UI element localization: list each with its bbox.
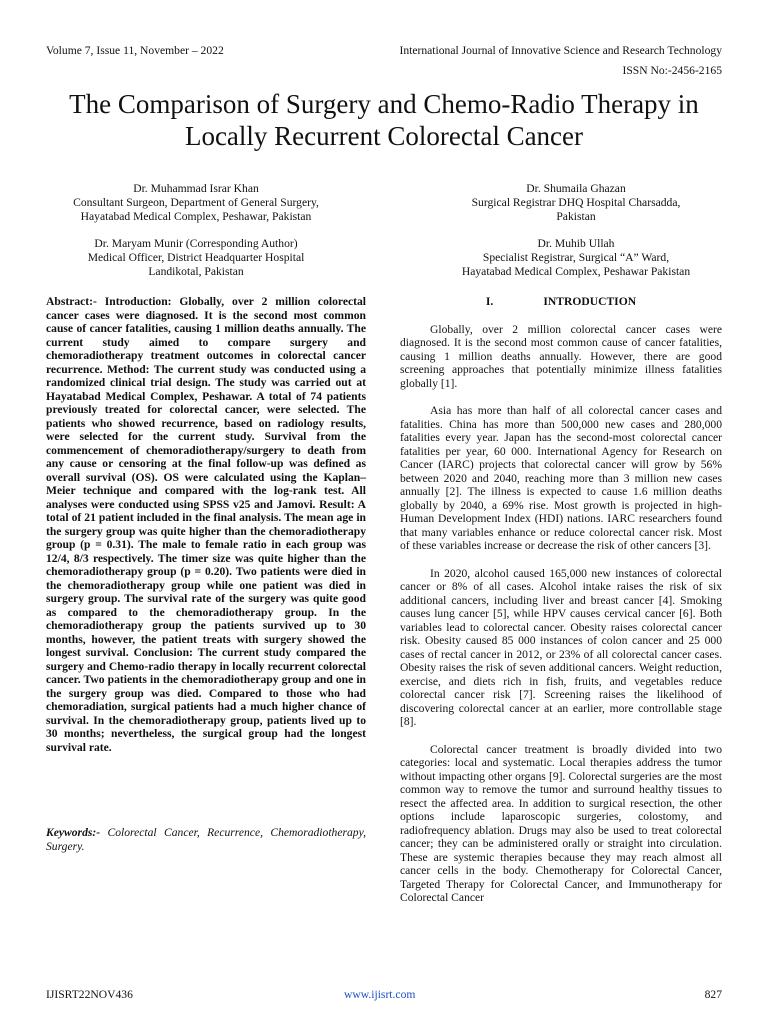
section-title: INTRODUCTION xyxy=(543,295,637,308)
author-affiliation: Surgical Registrar DHQ Hospital Charsadda, xyxy=(471,196,681,209)
author-3 xyxy=(46,237,346,279)
paper-title: The Comparison of Surgery and Chemo-Radio Therapy in Locally Recurrent Colorectal Cancer xyxy=(69,89,699,151)
author-name: Dr. Shumaila Ghazan xyxy=(526,182,626,195)
author-name: Dr. Muhib Ullah xyxy=(537,237,615,250)
keywords xyxy=(46,826,366,853)
abstract-text: Abstract:- Introduction: Globally, over 2 million colorectal cancer cases were diagnosed. It is the second most common cause of cancer fatalities, causing 1 million deaths annually. The current study aimed to compare surgery and chemoradiotherapy treatment outcomes in colorectal cancer recurrence. Method: The current study was conducted using a randomized clinical trial design. The study was carried out at Hayatabad Medical Complex, Peshawar. A total of 74 patients previously treated for colorectal cancer, were selected. The patients who showed recurrence, based on radiology results, were selected for the current study. Survival from the commencement of chemoradiotherapy/surgery to death from any cause or censoring at the final follow-up was defined as overall survival (OS). OS were calculated using the Kaplan–Meier technique and compared with the log-rank test. All analyses were conducted using SPSS v25 and Jamovi. Result: A total of 21 patient included in the final analysis. The mean age in the surgery group was quite higher than the chemoradiotherapy group (p = 0.31). The male to female ratio in each group was 12/4, 8/3 respectively. The timer size was quite higher than the chemoradiotherapy group (p = 0.20). Two patients were died in the chemoradiotherapy group while one patient was died in surgery group. The survival rate of the surgery was quite good as compared to the chemoradiotherapy group. In the chemoradiotherapy group the patients survived up to 30 months, however, the patient treats with surgery showed the longest survival. Conclusion: The current study compared the surgery and Chemo-radio therapy in locally recurrent colorectal cancer. Two patients in the chemoradiotherapy group and one in the surgery group was died. Compared to those who had chemoradiation, surgical patients had a much higher chance of survival. In the chemoradiotherapy group, patients lived up to 30 months; nevertheless, the surgical group had the longest survival rate. xyxy=(46,295,366,754)
page-number: 827 xyxy=(704,988,722,1001)
footer-website-link[interactable]: www.ijisrt.com xyxy=(344,988,416,1001)
keywords-list: Colorectal Cancer, Recurrence, Chemoradiotherapy, Surgery. xyxy=(46,826,366,853)
intro-paragraph: In 2020, alcohol caused 165,000 new instances of colorectal cancer or 8% of all cases. Alcohol intake raises the risk of six additional cancers, including liver and breast cancer [4]. Smoking causes lung cancer [5], while HPV causes cervical cancer [6]. Both variables lead to colorectal cancer. Obesity raises colorectal cancer risk. Obesity caused 85 000 instances of colon cancer and 25 000 cases of rectal cancer in 2012, or 23% of all colorectal cancer cases. Obesity raises the risk of seven additional cancers. Weight reduction, exercise, and diets rich in fish, fruits, and vegetables reduce colorectal cancer risk [7]. Screening raises the likelihood of discovering colorectal cancer at an earlier, more controllable stage [8]. xyxy=(400,566,722,728)
author-affiliation: Landikotal, Pakistan xyxy=(148,265,244,278)
intro-paragraph: Asia has more than half of all colorectal cancer cases and fatalities. China has more than 500,000 new cases and 280,000 fatalities every year. Japan has the second-most colorectal cancer fatalities per year, 60 000. International Agency for Research on Cancer (IARC) projects that colorectal cancer will grow by 56% between 2020 and 2040, reaching more than 3 million new cases annually [2]. The illness is expected to cause 1.6 million deaths globally by 2040, a 69% rise. Most growth is projected in high-Human Development Index (HDI) nations. IARC researchers found that many variables enhance or reduce colorectal cancer risk. Most of these variables increase or decrease the risk of other cancers [3]. xyxy=(400,404,722,552)
author-name: Dr. Maryam Munir (Corresponding Author) xyxy=(94,237,298,250)
section-number: I. xyxy=(485,295,494,308)
intro-paragraph: Globally, over 2 million colorectal cancer cases were diagnosed. It is the second most common cause of cancer fatalities, causing 1 million deaths annually. However, there are good screening approaches that potentially minimize illness fatalities globally [1]. xyxy=(400,322,722,390)
author-affiliation: Hayatabad Medical Complex, Peshawar Pakistan xyxy=(461,265,691,278)
author-affiliation: Specialist Registrar, Surgical “A” Ward, xyxy=(482,251,670,264)
author-2 xyxy=(426,182,726,224)
issn-label: ISSN No:-2456-2165 xyxy=(622,64,722,77)
running-header-volume: Volume 7, Issue 11, November – 2022 xyxy=(46,44,224,57)
author-affiliation: Consultant Surgeon, Department of General Surgery, xyxy=(73,196,319,209)
running-header-journal: International Journal of Innovative Science and Research Technology xyxy=(399,44,722,57)
intro-paragraph: Colorectal cancer treatment is broadly divided into two categories: local and systematic. Local therapies address the tumor without impacting other organs [9]. Colorectal surgeries are the most common way to remove the tumor and surround healthy tissues to resect the affected area. In addition to surgical resection, the other options include laparoscopic surgeries, colostomy, and radiofrequency ablation. Drugs may also be used to treat colorectal cancer; they can be administered orally or straight into circulation. These are systemic therapies because they may reach almost all cancer cells in the body. Chemotherapy for Colorectal Cancer, Targeted Therapy for Colorectal Cancer, and Immunotherapy for Colorectal Cancer xyxy=(400,742,722,904)
author-1 xyxy=(46,182,346,224)
author-affiliation: Hayatabad Medical Complex, Peshawar, Pakistan xyxy=(80,210,312,223)
author-affiliation: Pakistan xyxy=(556,210,596,223)
footer-paper-id: IJISRT22NOV436 xyxy=(46,988,133,1001)
introduction-column xyxy=(400,295,722,919)
keywords-label: Keywords:- xyxy=(46,826,101,839)
author-4 xyxy=(426,237,726,279)
author-name: Dr. Muhammad Israr Khan xyxy=(133,182,259,195)
author-affiliation: Medical Officer, District Headquarter Hospital xyxy=(87,251,305,264)
section-heading xyxy=(400,295,722,309)
